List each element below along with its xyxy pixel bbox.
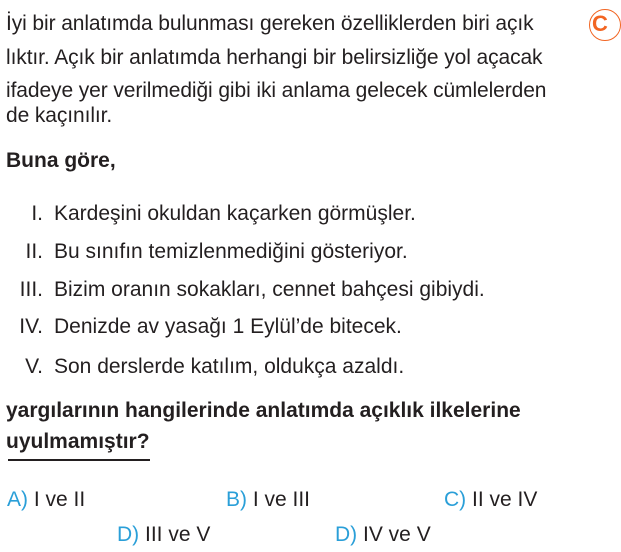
- statement-text: Son derslerde katılım, oldukça azaldı.: [54, 355, 405, 378]
- choice-text: I ve II: [28, 488, 86, 511]
- choice-d-first[interactable]: [117, 521, 210, 549]
- choice-text: IV ve V: [357, 523, 431, 546]
- statement-text: Denizde av yasağı 1 Eylül’de bitecek.: [54, 315, 402, 338]
- choice-a[interactable]: [7, 486, 85, 514]
- question-line-2: uyulmamıştır?: [6, 430, 150, 453]
- question-badge-icon: C: [589, 9, 621, 41]
- choice-text: III ve V: [139, 523, 211, 546]
- choice-text: I ve III: [247, 488, 311, 511]
- passage-line-2: lıktır. Açık bir anlatımda herhangi bir belirsizliğe yol açacak: [6, 46, 543, 69]
- choice-text: II ve IV: [466, 488, 538, 511]
- choice-c[interactable]: [444, 486, 537, 514]
- statement-text: Bu sınıfın temizlenmediğini gösteriyor.: [54, 240, 408, 263]
- choice-d-second[interactable]: [335, 521, 431, 549]
- statement-text: Bizim oranın sokakları, cennet bahçesi gibiydi.: [54, 278, 485, 301]
- statement-text: Kardeşini okuldan kaçarken görmüşler.: [54, 202, 416, 225]
- choice-letter: B): [226, 488, 247, 511]
- choice-letter: D): [117, 523, 140, 546]
- choice-b[interactable]: [226, 486, 310, 514]
- question-line-1: yargılarının hangilerinde anlatımda açıklık ilkelerine: [6, 399, 521, 422]
- question-underline: [8, 459, 150, 461]
- choice-letter: D): [335, 523, 358, 546]
- statement-number: IV.: [19, 315, 43, 338]
- passage-line-1: İyi bir anlatımda bulunması gereken özelliklerden biri açık: [6, 12, 534, 35]
- choice-letter: A): [7, 488, 28, 511]
- passage-line-4: de kaçınılır.: [6, 104, 113, 127]
- statement-number: III.: [19, 278, 43, 301]
- lead-text: Buna göre,: [6, 149, 116, 172]
- statement-number: I.: [31, 202, 43, 225]
- choice-letter: C): [444, 488, 467, 511]
- passage-line-3: ifadeye yer verilmediği gibi iki anlama gelecek cümlelerden: [6, 79, 547, 102]
- statement-number: V.: [25, 355, 43, 378]
- statement-number: II.: [25, 240, 43, 263]
